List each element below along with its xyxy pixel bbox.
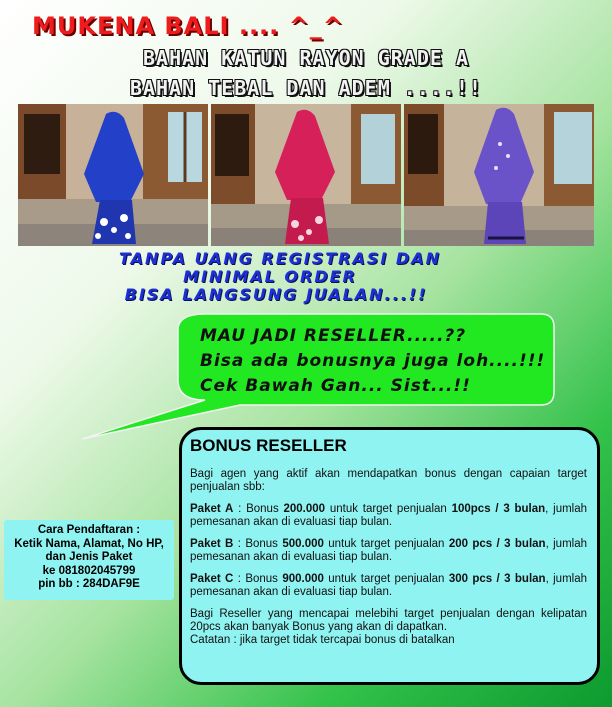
- subtitle-quality: BAHAN TEBAL DAN ADEM ....!!: [129, 76, 483, 100]
- registration-phone: ke 081802045799: [42, 564, 136, 577]
- promo-no-minimum: MINIMAL ORDER: [183, 267, 357, 286]
- subtitle-material: BAHAN KATUN RAYON GRADE A: [142, 46, 470, 70]
- paket-c-text-3: , jumlah pemesanan akan di evaluasi tiap bulan.: [190, 573, 588, 598]
- paket-a-amount: 200.000: [283, 503, 326, 515]
- bonus-intro: Bagi agen yang aktif akan mendapatkan bonus dengan capaian target penjualan sbb:: [190, 468, 587, 493]
- paket-b-text-2: untuk target penjualan: [328, 538, 445, 550]
- paket-c-row: [190, 573, 587, 599]
- bonus-reseller-box: [179, 427, 600, 685]
- paket-b-row: [190, 538, 587, 564]
- bonus-multiple-note: Bagi Reseller yang mencapai melebihi target penjualan dengan kelipatan 20pcs akan banyak Bonus yang akan di dapatkan.: [190, 608, 587, 633]
- paket-b-text-3: , jumlah pemesanan akan di evaluasi tiap bulan.: [190, 538, 588, 563]
- registration-box: [4, 520, 174, 600]
- paket-c-text-2: untuk target penjualan: [328, 573, 445, 585]
- promo-start-selling: BISA LANGSUNG JUALAN...!!: [124, 285, 428, 304]
- paket-c-amount: 900.000: [282, 573, 324, 585]
- promo-no-registration: TANPA UANG REGISTRASI DAN: [119, 249, 441, 268]
- registration-heading: Cara Pendaftaran :: [37, 524, 141, 536]
- paket-b-target: 200 pcs / 3 bulan: [448, 538, 546, 550]
- registration-package: dan Jenis Paket: [45, 551, 133, 564]
- paket-c-target: 300 pcs / 3 bulan: [448, 573, 546, 585]
- paket-a-row: [190, 503, 587, 529]
- bubble-bonus-note: Bisa ada bonusnya juga loh....!!!: [200, 351, 546, 371]
- paket-a-text-1: : Bonus: [238, 503, 279, 515]
- paket-a-target: 100pcs / 3 bulan: [451, 503, 546, 515]
- paket-a-text-3: , jumlah pemesanan akan di evaluasi tiap bulan.: [190, 503, 588, 528]
- paket-b-amount: 500.000: [282, 538, 324, 550]
- paket-b-text-1: : Bonus: [237, 538, 278, 550]
- paket-c-text-1: : Bonus: [237, 573, 278, 585]
- bubble-check-below: Cek Bawah Gan... Sist...!!: [200, 376, 471, 396]
- paket-a-label: Paket A: [190, 503, 234, 515]
- registration-bb-pin: pin bb : 284DAF9E: [38, 578, 140, 591]
- poster-title: MUKENA BALI .... ^_^: [32, 12, 344, 40]
- paket-b-label: Paket B: [190, 538, 234, 550]
- bubble-reseller-question: MAU JADI RESELLER.....??: [200, 326, 467, 346]
- registration-instruction: Ketik Nama, Alamat, No HP,: [14, 537, 164, 550]
- paket-a-text-2: untuk target penjualan: [329, 503, 447, 515]
- paket-c-label: Paket C: [190, 573, 234, 585]
- bonus-cancel-note: Catatan : jika target tidak tercapai bonus di batalkan: [190, 634, 455, 646]
- bonus-heading: BONUS RESELLER: [190, 436, 347, 455]
